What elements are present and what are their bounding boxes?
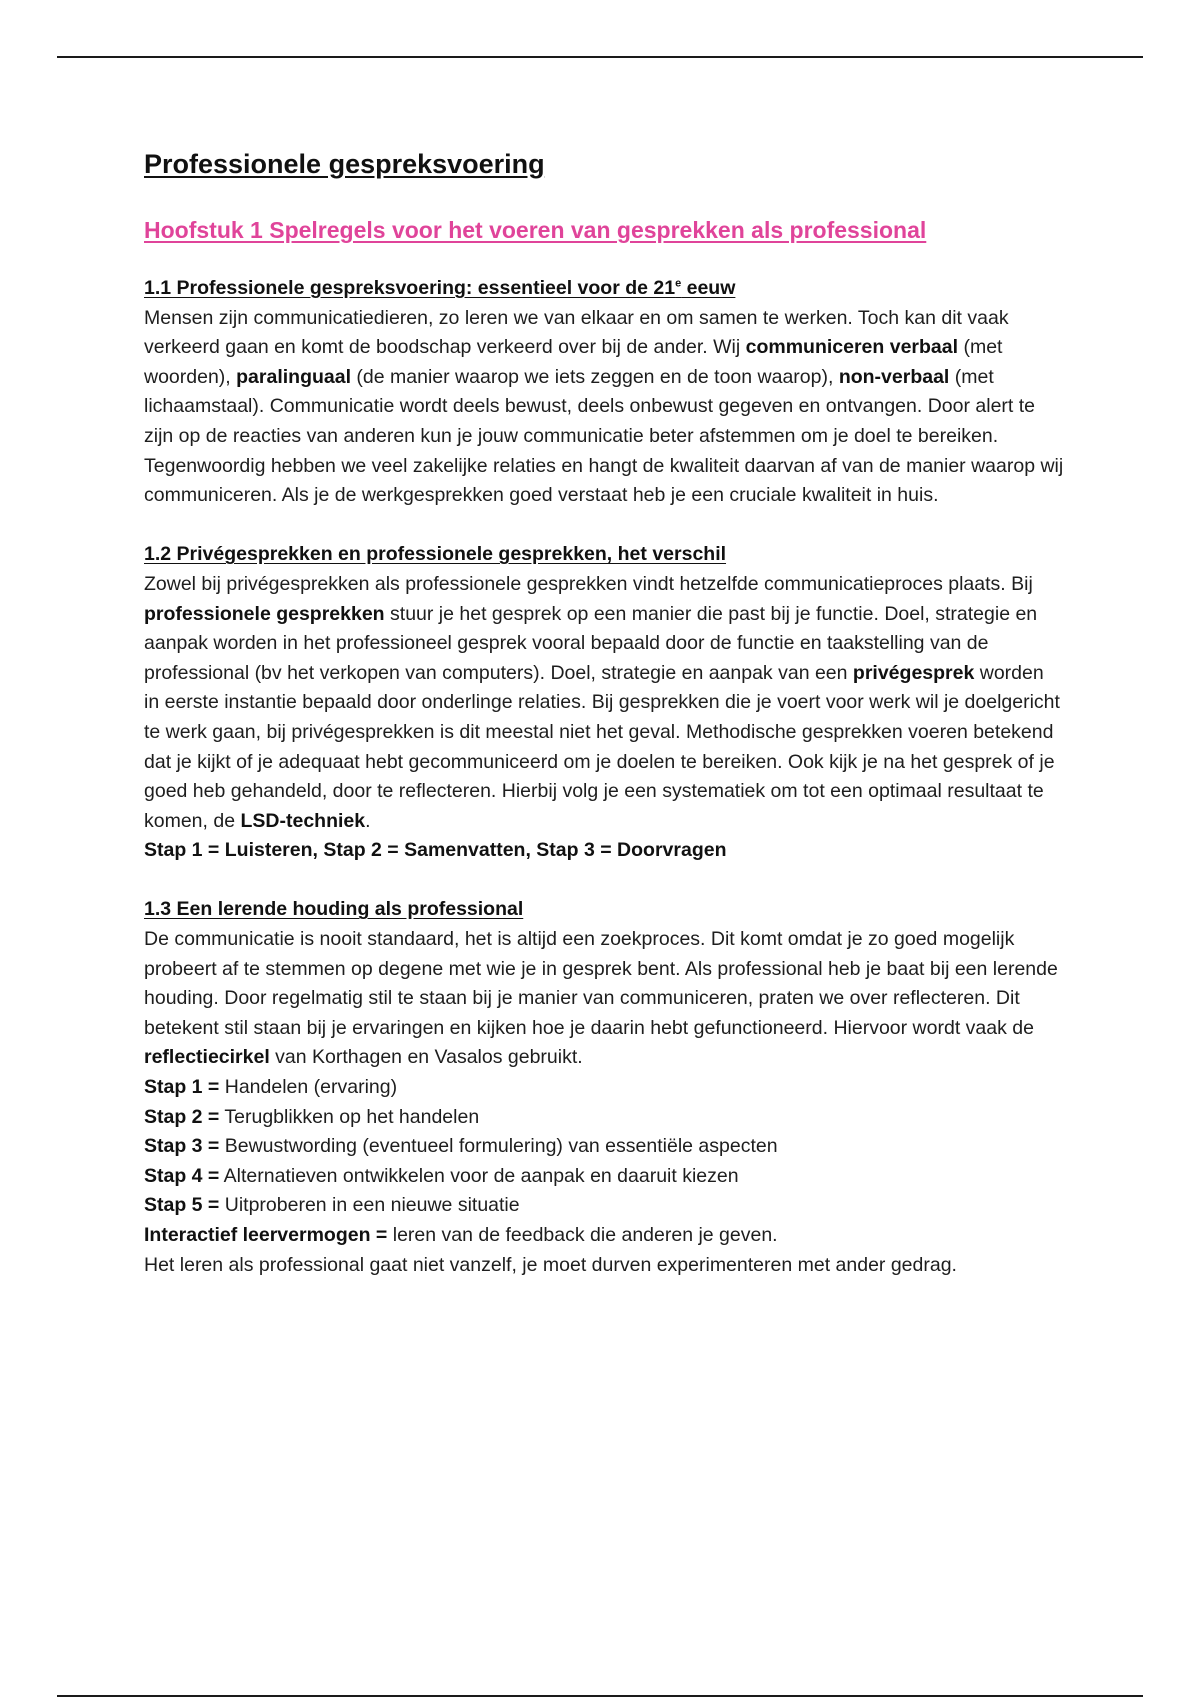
bold-term: professionele gesprekken [144, 602, 385, 625]
text-run: (de manier waarop we iets zeggen en de toon waarop), [351, 365, 839, 388]
interactive-learning [144, 1221, 1064, 1251]
reflection-step [144, 1103, 1064, 1133]
bold-term: LSD-techniek [240, 809, 366, 832]
text-run: (met woorden), [144, 336, 1003, 388]
text-run: De communicatie is nooit standaard, het is altijd een zoekproces. Dit komt omdat je zo goed mogelijk probeert af te stemmen op degene met wie je in gesprek bent. Als professional heb je baat bij een lerende houding. Door regelmatig stil te staan bij je manier van communiceren, praten we over reflecteren. Dit betekent stil staan bij je ervaringen en kijken hoe je daarin hebt gefunctioneerd. Hiervoor wordt vaak de [144, 928, 1058, 1039]
text-run: worden in eerste instantie bepaald door onderlinge relaties. Bij gesprekken die je voert voor werk wil je doelgericht te werk gaan, bij privégesprekken is dit meestal niet het geval. Methodische gesprekken voeren betekend dat je kijkt of je adequaat hebt gecommuniceerd om je doelen te bereiken. Ook kijk je na het gesprek of je goed heb gehandeld, door te reflecteren. Hierbij volg je een systematiek om tot een optimaal resultaat te komen, de [144, 661, 1060, 832]
closing-paragraph: Het leren als professional gaat niet vanzelf, je moet durven experimenteren met ander gedrag. [144, 1253, 957, 1276]
bold-term: communiceren verbaal [745, 336, 959, 359]
section-1-2 [144, 540, 1064, 866]
step-label: Stap 1 = [144, 1076, 220, 1099]
step-label: Stap 5 = [144, 1194, 220, 1217]
lsd-steps-text: Stap 1 = Luisteren, Stap 2 = Samenvatten, Stap 3 = Doorvragen [144, 839, 727, 862]
reflection-step [144, 1132, 1064, 1162]
section-1-1-paragraph [144, 304, 1064, 511]
top-rule [57, 56, 1143, 58]
section-1-1 [144, 274, 1064, 511]
text-run: stuur je het gesprek op een manier die past bij je functie. Doel, strategie en aanpak worden in het professioneel gesprek vooral bepaald door de functie en taakstelling van de professional (bv het verkopen van computers). Doel, strategie en aanpak van een [144, 602, 1038, 684]
document-title: Professionele gespreksvoering [144, 149, 545, 179]
text-run: Mensen zijn communicatiedieren, zo leren we van elkaar en om samen te werken. Toch kan dit vaak verkeerd gaan en komt de boodschap verkeerd over bij de ander. Wij [144, 306, 1009, 359]
step-text: Uitproberen in een nieuwe situatie [219, 1194, 520, 1217]
section-1-2-paragraph [144, 570, 1064, 836]
bold-term: reflectiecirkel [144, 1046, 270, 1069]
bottom-rule [57, 1695, 1143, 1697]
reflection-step [144, 1162, 1064, 1192]
document-body [144, 142, 1064, 1280]
interactive-label: Interactief leervermogen = [144, 1224, 388, 1246]
section-1-1-heading-sup: e [675, 277, 682, 290]
text-run: Zowel bij privégesprekken als professionele gesprekken vindt hetzelfde communicatieproces plaats. Bij [144, 572, 1033, 595]
bold-term: paralinguaal [236, 365, 352, 388]
section-1-3-heading: 1.3 Een lerende houding als professional [144, 898, 524, 921]
text-run: van Korthagen en Vasalos gebruikt. [269, 1046, 583, 1069]
bold-term: non-verbaal [838, 365, 950, 388]
step-text: Handelen (ervaring) [219, 1076, 398, 1099]
section-1-2-heading: 1.2 Privégesprekken en professionele gesprekken, het verschil [144, 543, 727, 566]
bold-term: privégesprek [852, 661, 975, 684]
chapter-heading: Hoofstuk 1 Spelregels voor het voeren van gesprekken als professional [144, 217, 927, 243]
section-1-3 [144, 895, 1064, 1280]
text-run: (met lichaamstaal). Communicatie wordt deels bewust, deels onbewust gegeven en ontvangen. Door alert te zijn op de reacties van anderen kun je jouw communicatie beter afstemmen om je doel te bereiken. Tegenwoordig hebben we veel zakelijke relaties en hangt de kwaliteit daarvan af van de manier waarop wij communiceren. Als je de werkgesprekken goed verstaat heb je een cruciale kwaliteit in huis. [144, 365, 1064, 507]
section-1-3-paragraph [144, 925, 1064, 1073]
section-1-1-heading-text: 1.1 Professionele gespreksvoering: essentieel voor de 21 [144, 277, 676, 299]
step-text: Alternatieven ontwikkelen voor de aanpak en daaruit kiezen [219, 1164, 739, 1187]
text-run: . [365, 809, 371, 832]
section-1-1-heading-end: eeuw [681, 277, 736, 299]
reflection-step [144, 1073, 1064, 1103]
lsd-steps [144, 836, 1064, 866]
interactive-text: leren van de feedback die anderen je geven. [387, 1224, 778, 1246]
step-text: Bewustwording (eventueel formulering) van essentiële aspecten [219, 1135, 778, 1158]
step-label: Stap 2 = [144, 1105, 220, 1128]
section-1-1-heading [144, 274, 1064, 304]
step-text: Terugblikken op het handelen [219, 1105, 480, 1128]
step-label: Stap 3 = [144, 1135, 220, 1158]
reflection-step [144, 1191, 1064, 1221]
step-label: Stap 4 = [144, 1164, 220, 1187]
